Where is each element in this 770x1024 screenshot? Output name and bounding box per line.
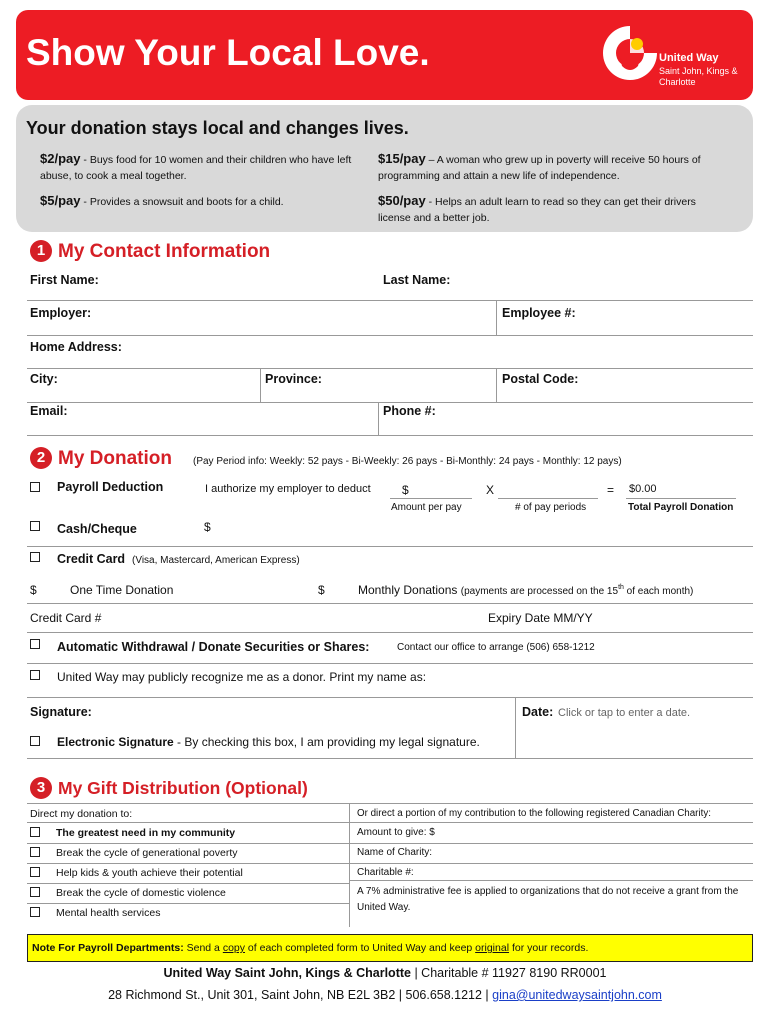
last-name-field[interactable] bbox=[452, 268, 752, 292]
divider bbox=[27, 697, 753, 698]
amount-per-pay-caption: Amount per pay bbox=[391, 502, 462, 513]
first-name-field[interactable] bbox=[100, 268, 378, 292]
credit-card-types: (Visa, Mastercard, American Express) bbox=[132, 555, 300, 566]
city-label: City: bbox=[30, 372, 58, 386]
gift-option-label: Break the cycle of domestic violence bbox=[56, 887, 226, 899]
footer-email-link[interactable]: gina@unitedwaysaintjohn.com bbox=[492, 988, 662, 1002]
divider bbox=[27, 822, 349, 823]
divider bbox=[349, 822, 753, 823]
impact-tier: $50/pay - Helps an adult learn to read so they can get their drivers license and a better job. bbox=[378, 193, 696, 224]
gift-option-checkbox[interactable] bbox=[30, 867, 40, 877]
footer-org: United Way Saint John, Kings & Charlotte | Charitable # 11927 8190 RR0001 bbox=[163, 966, 607, 980]
pay-periods-field[interactable] bbox=[498, 479, 598, 499]
signature-label: Signature: bbox=[30, 705, 92, 719]
pay-periods-caption: # of pay periods bbox=[515, 502, 587, 513]
charitable-number-field[interactable] bbox=[420, 864, 750, 880]
date-picker-field[interactable]: Click or tap to enter a date. bbox=[558, 707, 691, 719]
divider bbox=[27, 603, 753, 604]
divider bbox=[27, 546, 753, 547]
expiry-field[interactable] bbox=[600, 607, 750, 627]
divider bbox=[27, 368, 753, 369]
province-field[interactable] bbox=[328, 370, 492, 400]
amount-to-give-label: Amount to give: $ bbox=[357, 827, 435, 838]
impact-tier: $15/pay – A woman who grew up in poverty will receive 50 hours of programming and attain a new life of independence. bbox=[378, 151, 701, 182]
cash-cheque-checkbox[interactable] bbox=[30, 521, 40, 531]
header-banner bbox=[16, 10, 753, 100]
impact-tier: $2/pay - Buys food for 10 women and their children who have left abuse, to cook a meal together. bbox=[40, 151, 352, 182]
employer-label: Employer: bbox=[30, 306, 92, 320]
divider bbox=[27, 863, 349, 864]
one-time-amount-field[interactable] bbox=[40, 579, 66, 599]
logo-name: United Way bbox=[659, 52, 719, 64]
phone-label: Phone #: bbox=[383, 404, 436, 418]
credit-card-number-label: Credit Card # bbox=[30, 611, 102, 625]
home-address-field[interactable] bbox=[122, 336, 752, 366]
payroll-note: Note For Payroll Departments: Send a copy of each completed form to United Way and keep original for your records. bbox=[27, 934, 753, 962]
divider bbox=[27, 903, 349, 904]
impact-tier: $5/pay - Provides a snowsuit and boots for a child. bbox=[40, 193, 284, 208]
credit-card-number-field[interactable] bbox=[108, 607, 478, 627]
logo-subtitle: Saint John, Kings & Charlotte bbox=[659, 66, 738, 87]
divider bbox=[498, 498, 598, 499]
gift-option-checkbox[interactable] bbox=[30, 827, 40, 837]
city-field[interactable] bbox=[64, 370, 256, 400]
email-field[interactable] bbox=[74, 403, 374, 433]
divider bbox=[515, 697, 516, 758]
monthly-label: Monthly Donations (payments are processed on the 15th of each month) bbox=[358, 583, 694, 597]
gift-option-label: Help kids & youth achieve their potential bbox=[56, 867, 243, 879]
divider bbox=[27, 843, 349, 844]
dollar-sign: $ bbox=[318, 583, 325, 597]
auto-withdrawal-checkbox[interactable] bbox=[30, 639, 40, 649]
admin-fee-note: A 7% administrative fee is applied to organizations that do not receive a grant from the United Way. bbox=[357, 886, 739, 913]
divider bbox=[27, 435, 753, 436]
impact-info-box bbox=[16, 105, 753, 232]
last-name-label: Last Name: bbox=[383, 273, 451, 287]
charitable-number-label: Charitable #: bbox=[357, 867, 414, 878]
amount-per-pay-field[interactable] bbox=[412, 479, 482, 499]
cash-amount-field[interactable] bbox=[214, 517, 364, 537]
divider bbox=[378, 402, 379, 435]
dollar-sign: $ bbox=[30, 583, 37, 597]
divider bbox=[27, 883, 349, 884]
footer-address: 28 Richmond St., Unit 301, Saint John, NB E2L 3B2 | 506.658.1212 | gina@unitedwaysaintjohn.com bbox=[108, 988, 662, 1002]
divider bbox=[496, 300, 497, 335]
monthly-amount-field[interactable] bbox=[328, 579, 354, 599]
gift-option-label: Break the cycle of generational poverty bbox=[56, 847, 238, 859]
dollar-sign: $ bbox=[402, 483, 409, 497]
email-label: Email: bbox=[30, 404, 68, 418]
pay-period-info: (Pay Period info: Weekly: 52 pays - Bi-Weekly: 26 pays - Bi-Monthly: 24 pays - Monthly: 12 pays) bbox=[193, 456, 622, 467]
total-payroll-caption: Total Payroll Donation bbox=[628, 502, 734, 513]
charity-name-label: Name of Charity: bbox=[357, 847, 433, 858]
divider bbox=[626, 498, 736, 499]
page-title: Show Your Local Love. bbox=[26, 32, 430, 73]
signature-field[interactable] bbox=[100, 700, 510, 726]
divider bbox=[27, 663, 753, 664]
donation-section-title: 2 My Donation bbox=[30, 447, 172, 470]
contact-section-title: 1 My Contact Information bbox=[30, 240, 270, 263]
payroll-deduction-checkbox[interactable] bbox=[30, 482, 40, 492]
payroll-deduction-label: Payroll Deduction bbox=[57, 480, 164, 494]
divider bbox=[27, 300, 753, 301]
gift-option-checkbox[interactable] bbox=[30, 887, 40, 897]
auto-withdrawal-contact: Contact our office to arrange (506) 658-1212 bbox=[397, 642, 595, 653]
recognize-donor-checkbox[interactable] bbox=[30, 670, 40, 680]
divider bbox=[390, 498, 472, 499]
gift-option-checkbox[interactable] bbox=[30, 847, 40, 857]
divider bbox=[260, 368, 261, 402]
postal-code-label: Postal Code: bbox=[502, 372, 579, 386]
first-name-label: First Name: bbox=[30, 273, 99, 287]
expiry-label: Expiry Date MM/YY bbox=[488, 611, 593, 625]
recognize-donor-text: United Way may publicly recognize me as a donor. Print my name as: bbox=[57, 670, 427, 684]
multiply-sign: X bbox=[486, 483, 495, 497]
auto-withdrawal-label: Automatic Withdrawal / Donate Securities or Shares: bbox=[57, 640, 370, 654]
phone-field[interactable] bbox=[440, 403, 752, 433]
direct-donation-label: Direct my donation to: bbox=[30, 808, 133, 820]
divider bbox=[496, 368, 497, 402]
electronic-signature-text: Electronic Signature - By checking this box, I am providing my legal signature. bbox=[57, 735, 480, 749]
one-time-label: One Time Donation bbox=[70, 583, 174, 597]
authorize-text: I authorize my employer to deduct bbox=[205, 483, 371, 495]
total-value: $0.00 bbox=[629, 483, 657, 495]
equals-sign: = bbox=[607, 483, 615, 497]
employee-number-label: Employee #: bbox=[502, 306, 576, 320]
cash-cheque-label: Cash/Cheque bbox=[57, 522, 137, 536]
postal-code-field[interactable] bbox=[580, 370, 752, 400]
united-way-logo bbox=[600, 22, 660, 84]
divider bbox=[349, 880, 753, 881]
credit-card-label: Credit Card bbox=[57, 552, 126, 566]
divider bbox=[27, 758, 753, 759]
electronic-signature-checkbox[interactable] bbox=[30, 736, 40, 746]
province-label: Province: bbox=[265, 372, 322, 386]
home-address-label: Home Address: bbox=[30, 340, 122, 354]
employer-field[interactable] bbox=[96, 302, 492, 332]
charity-direct-label: Or direct a portion of my contribution to the following registered Canadian Charity: bbox=[357, 808, 711, 819]
gift-option-label: The greatest need in my community bbox=[56, 827, 236, 839]
divider bbox=[27, 803, 753, 804]
employee-number-field[interactable] bbox=[580, 302, 752, 332]
gift-option-label: Mental health services bbox=[56, 907, 161, 919]
gift-section-title: 3 My Gift Distribution (Optional) bbox=[30, 777, 308, 799]
charity-name-field[interactable] bbox=[440, 844, 750, 860]
credit-card-checkbox[interactable] bbox=[30, 552, 40, 562]
divider bbox=[27, 632, 753, 633]
date-label: Date: bbox=[522, 705, 554, 719]
impact-title: Your donation stays local and changes lives. bbox=[26, 118, 409, 138]
dollar-sign: $ bbox=[204, 520, 211, 534]
gift-option-checkbox[interactable] bbox=[30, 907, 40, 917]
amount-to-give-field[interactable] bbox=[444, 824, 750, 840]
recognition-name-field[interactable] bbox=[455, 666, 751, 688]
